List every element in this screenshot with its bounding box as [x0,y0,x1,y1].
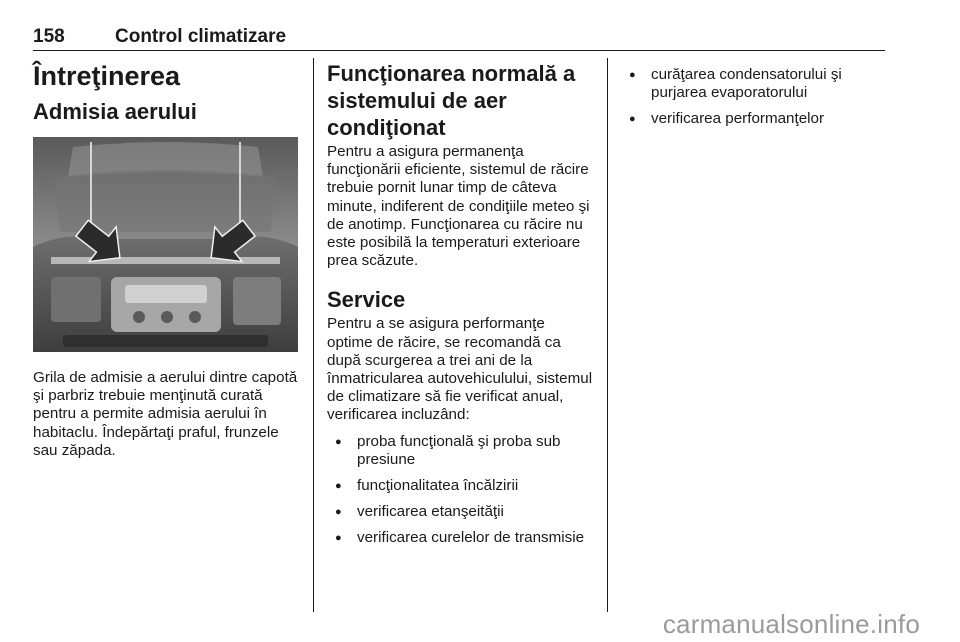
subsection-title: Admisia aerului [33,99,197,124]
engine-bay-illustration [33,137,298,352]
section-title: Întreţinerea [33,61,181,91]
header-rule [33,50,885,51]
column-2 [327,60,593,548]
service-checklist [327,433,593,548]
page-header [33,26,885,50]
list-item: ● verificarea etanşeităţii [327,503,593,521]
chapter-title: Control climatizare [115,26,287,47]
column-1 [33,60,301,460]
list-item: ● verificarea curelelor de transmisie [327,529,593,547]
list-item: ● proba funcţională şi proba sub presiune [327,433,593,469]
watermark: carmanualsonline.info [662,609,920,639]
service-checklist-continued [621,66,885,129]
column-3 [621,60,885,129]
section-heading-normal-operation: Funcţionarea normală a sistemului de aer condiţionat [327,61,576,140]
page-number: 158 [33,26,65,47]
normal-operation-text: Pentru a asigura permanenţa funcţionării eficiente, sistemul de răcire trebuie pornit lunar timp de câteva minute, indiferent de condiţiile meteo şi de anotimp. Funcţionarea cu răcire nu este posibilă la temperaturi exterioare prea scăzute. [327,143,590,270]
column-divider-2 [607,58,608,612]
list-item: ● funcţionalitatea încălzirii [327,477,593,495]
list-item: ● curăţarea condensatorului şi purjarea evaporatorului [621,66,885,102]
air-intake-body: Grila de admisie a aerului dintre capotă şi parbriz trebuie menţinută curată pentru a permite admisia aerului în habitaclu. Îndepărtaţi praful, frunzele sau zăpada. [33,369,298,459]
service-text: Pentru a se asigura performanţe optime de răcire, se recomandă ca după scurgerea a trei ani de la înmatricularea autovehiculului, sistemul de climatizare să fie verificat anual, verificarea incluzând: [327,315,593,424]
list-item: ● verificarea performanţelor [621,110,885,128]
column-divider-1 [313,58,314,612]
section-heading-service: Service [327,287,406,313]
